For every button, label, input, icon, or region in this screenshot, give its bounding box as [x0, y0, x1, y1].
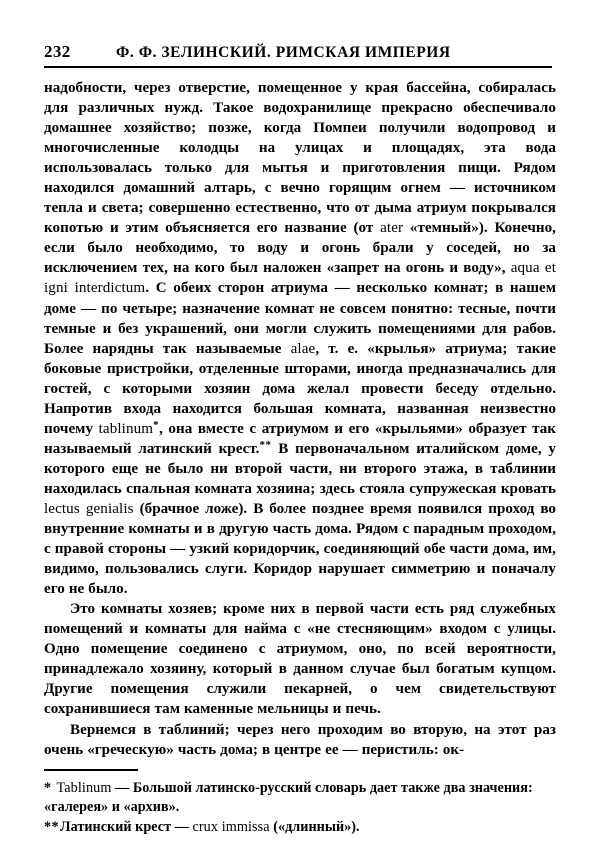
footnote-1-latin-term: Tablinum: [56, 780, 112, 796]
footnote-2: [44, 818, 556, 837]
paragraph-3: Вернемся в таблиний; через него проходим во вторую, на этот раз очень «греческую» часть дома; в центре ее — перистиль: ок-: [44, 721, 556, 758]
latin-term-aqua-et-igni-interdictum: aqua et igni interdictum: [44, 260, 556, 297]
footnote-2-text-b: («длинный»).: [269, 818, 360, 835]
para1-segment-g: (брачное ложе). В более позднее время появился проход во внутренние комнаты и в другую часть дома. Рядом с парадным проходом, с правой стороны — узкий коридорчик, соединяющий обе части дома, им, видимо, пользовались слуги. Коридор нарушает симметрию и поначалу его не было.: [44, 500, 557, 598]
running-title: Ф. Ф. ЗЕЛИНСКИЙ. РИМСКАЯ ИМПЕРИЯ: [116, 44, 451, 61]
footnote-separator-rule: [44, 769, 138, 771]
latin-term-tablinum: tablinum: [98, 420, 154, 437]
footnotes-block: [44, 779, 556, 837]
paragraph-1: [44, 78, 556, 599]
latin-term-alae: alae: [290, 340, 316, 357]
para1-segment-a: надобности, через отверстие, помещенное у края бассейна, собиралась для различных нужд. Такое водохранилище прекрасно обеспечивало домашнее хозяйство; позже, когда Помпеи получили водопровод и многочисленные колодцы на улицах и площадях, эта вода использовалась только для мытья и приготовления пищи. Рядом находился домашний алтарь, с вечно горящим огнем — источником тепла и света; совершенно естественно, что от дыма атриум покрывался копотью и этим объясняется его название (от: [44, 80, 556, 237]
paragraph-2: Это комнаты хозяев; кроме них в первой части есть ряд служебных помещений и комнаты для найма с «не стесняющим» входом с улицы. Одно помещение соединено с атриумом, оно, по всей вероятности, принадлежало хозяину, который в данном случае был богатым купцом. Другие помещения служили пекарней, о чем свидетельствуют сохранившиеся там каменные мельницы и печь.: [44, 601, 556, 718]
footnote-2-latin-term: crux immissa: [192, 818, 270, 835]
footnote-marker-2[interactable]: **: [259, 438, 272, 451]
para1-segment-f: В первоначальном италийском доме, у которого еще не было ни второй части, ни второго этажа, в таблинии находилась спальная комната хозяина; здесь стояла супружеская кровать: [44, 440, 556, 497]
para1-segment-d: , т. е. «крылья» атриума; такие боковые пристройки, отделенные шторами, иногда предназначались для гостей, с которыми хозяин дома желал провести беседу отдельно. Напротив входа находится большая комната, названная неизвестно почему: [44, 340, 556, 437]
latin-term-lectus-genialis: lectus genialis: [44, 500, 134, 517]
footnote-2-text-a: Латинский крест —: [60, 818, 193, 835]
footnote-1: [44, 779, 556, 818]
footnote-1-text: — Большой латинско-русский словарь дает также два значения: «галерея» и «архив».: [44, 780, 533, 816]
header-rule: [44, 66, 552, 68]
footnote-2-marker: **: [44, 818, 59, 835]
para1-segment-c: . С обеих сторон атриума — несколько комнат; в нашем доме — по четыре; назначение комнат не совсем понятно: тесные, почти темные и без украшений, они могли служить помещениями для рабов. Более нарядны так называемые: [44, 280, 557, 357]
footnote-marker-1[interactable]: *: [153, 418, 160, 431]
page-number: 232: [44, 42, 71, 61]
footnote-1-marker: *: [44, 780, 52, 796]
body-text: [44, 78, 556, 760]
para1-segment-e: , она вместе с атриумом и его «крыльями» образует так называемый латинский крест.: [44, 420, 557, 457]
para1-segment-b: «темный»). Конечно, если было необходимо, то воду и огонь брали у соседей, но за исключением тех, на кого был наложен «запрет на огонь и воду»,: [44, 220, 556, 277]
latin-term-ater: ater: [380, 220, 404, 237]
running-head: [44, 42, 556, 66]
